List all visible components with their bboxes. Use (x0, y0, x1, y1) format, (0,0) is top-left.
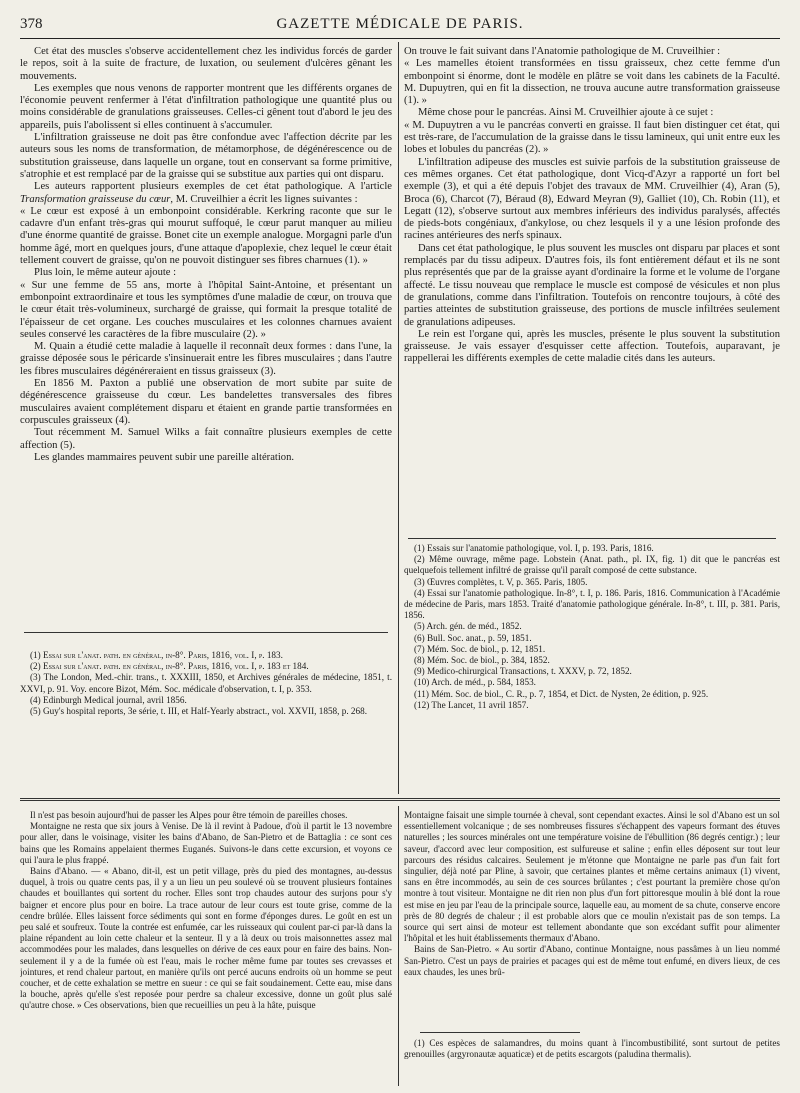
footnote: (6) Bull. Soc. anat., p. 59, 1851. (414, 632, 532, 643)
paragraph: Tout récemment M. Samuel Wilks a fait connaître plusieurs exemples de cette affection (5). (20, 427, 392, 451)
footnote: (3) Œuvres complètes, t. V, p. 365. Paris, 1805. (414, 576, 588, 587)
right-column (404, 46, 780, 534)
paragraph: Il n'est pas besoin aujourd'hui de passer les Alpes pour être témoin de pareilles choses. (30, 810, 348, 820)
paragraph: Les glandes mammaires peuvent subir une pareille altération. (34, 451, 295, 463)
paragraph: Montaigne ne resta que six jours à Venise. De là il revint à Padoue, d'où il partit le 13 novembre pour aller, dans le voisinage, visiter les bains d'Abano, de San-Pietro et de Battaglia : ce sont ces bains que les Romains appelaient thermes Euganés. Suivons-le dans cette excursion, et voyons ce qui l'aura le plus frappé. (20, 821, 392, 865)
article-title: Transformation graisseuse du cœur (20, 193, 171, 205)
right-footnotes (404, 543, 780, 793)
quotation: « Les mamelles étoient transformées en tissu graisseux, chez cette femme d'un embonpoint si énorme, dont le modèle en plâtre se voit dans les cabinets de la Faculté. M. Dupuytren, qui en fit la dissection, ne trouva aucune autre transformation graisseuse (1). » (404, 58, 780, 107)
footnote: (4) Essai sur l'anatomie pathologique. In-8°, t. I, p. 186. Paris, 1816. Communication à l'Académie de médecine de Paris, mars 1853. Traité d'anatomie pathologique générale. In-8°, t. III, p. 381. Paris, 1856. (404, 587, 780, 621)
paragraph: M. Quain a étudié cette maladie à laquelle il reconnaît deux formes : dans l'une, la graisse déposée sous le péricarde s'insinuerait entre les fibres musculaires ; dans l'autre les fibres musculaires dégénéreraient en tissus graisseux (3). (20, 341, 392, 377)
feuilleton-footnote (404, 1038, 780, 1086)
column-divider (398, 806, 399, 1086)
paragraph: Les exemples que nous venons de rapporter montrent que les différents organes de l'économie peuvent renfermer à l'état d'infiltration pathologique une quantité plus ou moins considérable de granulations graisseuses. Celles-ci gênent tout d'abord le jeu des appareils, puis l'abolissent si elles continuent à s'accumuler. (20, 82, 392, 131)
quotation: « M. Dupuytren a vu le pancréas converti en graisse. Il faut bien distinguer cet état, qui est très-rare, de l'accumulation de la graisse dans le tissu lamineux, qui unit entre eux les lobes et lobules du pancréas (2). » (404, 119, 780, 156)
feuilleton-left-column (20, 810, 392, 1086)
footnote: (2) Essai sur l'anat. path. en général, in-8°. Paris, 1816, vol. I, p. 183 et 184. (30, 661, 309, 672)
paragraph: En 1856 M. Paxton a publié une observation de mort subite par suite de dégénérescence graisseuse du cœur. Les bandelettes transversales des fibres musculaires avaient complétement disparu et étaient en grande partie transformées en corpuscules graisseux (4). (20, 378, 392, 426)
paragraph: L'infiltration graisseuse ne doit pas être confondue avec l'affection décrite par les auteurs sous les noms de transformation, de métamorphose, de dégénérescence ou de substitution graisseuse, dans laquelle un organe, tout en conservant sa forme primitive, s'atrophie et est remplacé par de la graisse qui se substitue aux parties qui ont disparu. (20, 132, 392, 180)
footnote: (1) Ces espèces de salamandres, du moins quant à l'incombustibilité, sont surtout de petites grenouilles (argyronautæ aquaticæ) et de petits escargots (paludina thermalis). (404, 1038, 780, 1060)
footnote-rule (408, 538, 776, 539)
page-number: 378 (20, 16, 43, 32)
feuilleton-right-column (404, 810, 780, 1024)
footnote: (2) Même ouvrage, même page. Lobstein (Anat. path., pl. IX, fig. 1) dit que le pancréas est quelquefois tellement infiltré de graisse qu'il paraît composé de cette substance. (404, 554, 780, 576)
left-footnotes (20, 650, 392, 790)
footnote: (12) The Lancet, 11 avril 1857. (414, 699, 529, 710)
paragraph: Dans cet état pathologique, le plus souvent les muscles ont disparu par places et sont remplacés par du tissu adipeux. D'autres fois, ils font entièrement défaut et ils ne sont plus représentés que par de la graisse ayant d'ordinaire la forme et le volume de l'organe affecté. Le tissu nouveau que remplace le muscle est composé de vésicules et non plus de granulations, comme dans l'infiltration. Toutefois on rencontre toujours, à côté des parties atteintes de substitution graisseuse, des portions de muscle infiltrées seulement de granulations adipeuses. (404, 242, 780, 328)
text-run: , M. Cruveilhier a écrit les lignes suivantes : (170, 193, 358, 205)
footnote-rule (420, 1032, 580, 1033)
feuilleton-separator (20, 798, 780, 801)
journal-title: GAZETTE MÉDICALE DE PARIS. (276, 16, 524, 32)
paragraph: Le rein est l'organe qui, après les muscles, présente le plus souvent la substitution graisseuse. Je vais essayer d'esquisser cette affection. Toutefois, auparavant, je rappellerai les différents exemples de cette maladie cités dans les auteurs. (404, 328, 780, 365)
footnote: (11) Mém. Soc. de biol., C. R., p. 7, 1854, et Dict. de Nysten, 2e édition, p. 925. (414, 688, 709, 699)
paragraph: Montaigne faisait une simple tournée à cheval, sont cependant exactes. Ainsi le sol d'Abano est un sol essentiellement volcanique ; de ses nombreuses fissures s'échappent des vapeurs formant des étuves naturelles ; les sources minérales ont une température voisine de l'ébullition (86 degrés centigr.) ; leur saveur, d'accord avec leur composition, est sulfureuse et saline ; enfin elles déposent sur tout leur parcours des résidus calcaires. Seulement je m'étonne que Montaigne ne parle pas d'un fait fort singulier, déjà noté par Pline, à savoir, que certaines plantes et même certains animaux (1) vivent, sans en être incommodés, au sein de ces sources brûlantes ; c'est pourtant la première chose qu'on montre à tout visiteur. Montaigne ne dit rien non plus d'un fort pittoresque moulin à blé dont la roue est mise en jeu par l'eau de la principale source, laquelle eau, au moment de sa chute, conserve encore près de 80 degrés de chaleur ; il est probable alors que ce moulin n'existait pas de son temps. La source qui sert ainsi de moteur est tellement abondante que son excédant suffit pour alimenter l'hôpital et les huit établissements thermaux d'Abano. (404, 810, 780, 944)
left-column (20, 46, 392, 626)
footnote: (5) Arch. gén. de méd., 1852. (414, 621, 522, 632)
footnote: (7) Mém. Soc. de biol., p. 12, 1851. (414, 643, 546, 654)
footnote: (4) Edinburgh Medical journal, avril 1856. (30, 694, 187, 705)
column-divider (398, 42, 399, 794)
quotation: « Le cœur est exposé à un embonpoint considérable. Kerkring raconte que sur le cadavre d'un enfant très-gras qui mourut suffoqué, le cœur parut manquer au milieu d'une énorme quantité de graisse. Bonet cite un exemple analogue. Morgagni parle d'un homme âgé, mort en quelques jours, d'une attaque d'apoplexie, chez lequel le cœur était tellement couvert de graisse, qu'on ne pouvoit distinguer ses fibres charnues (1). » (20, 205, 392, 267)
footnote: (1) Essais sur l'anatomie pathologique, vol. I, p. 193. Paris, 1816. (414, 543, 654, 553)
paragraph: L'infiltration adipeuse des muscles est suivie parfois de la substitution graisseuse de ces mêmes organes. Cet état pathologique, dont Vicq-d'Azyr a rapporté un fort bel exemple (3), et qui a été depuis l'objet des travaux de MM. Cruveilhier (4), Aran (5), Broca (6), Charcot (7), Béraud (8), Edward Meyran (9), Galliet (10), Ch. Robin (11), et Legatt (12), s'observe surtout aux membres inférieurs des individus paralysés, affectés de pieds-bots congéniaux, d'ankylose, ou chez lesquels il y a une lésion profonde des racines antérieures des nerfs spinaux. (404, 156, 780, 242)
footnote: (1) Essai sur l'anat. path. en général, in-8°. Paris, 1816, vol. I, p. 183. (30, 650, 283, 660)
paragraph: Bains d'Abano. — « Abano, dit-il, est un petit village, près du pied des montagnes, au-dessus duquel, à trois ou quatre cents pas, il y a un lieu un peu soulevé où se trouvent plusieurs fontaines chaudes et bouillantes qui sortent du rocher. Elles sont trop chaudes autour des surjons pour s'y baigner et encore plus pour en boire. La trace autour de leur cours est toute grise, comme de la cendre brûlée. Elles laissent force sédiments qui sont en forme d'éponges dures. Le goût en est un peu salé et soufreux. Toute la contrée est enfumée, car les ruisseaux qui coulent par-ci par-là dans la plaine répandent au loin cette chaleur et la senteur. Il y a là deux ou trois maisonnettes assez mal accommodées pour les malades, dans lesquelles on dérive de ces eaux pour en faire des bains. Non-seulement il y a de la fumée où est l'eau, mais le rocher même fume par toutes ses crevasses et jointures, et rend chaleur partout, en manière qu'ils ont percé aucuns endroits où un homme se peut coucher, et de cette exhalation se mettre en sueur : ce qui se fait soudainement. Cette eau, mise dans la bouche, après qu'elle s'est reposée pour perdre sa chaleur excessive, donne un goût plus salé qu'autre chose. » Ces observations, bien que recueillies un peu à la hâte, puisque (20, 866, 392, 1011)
paragraph: Plus loin, le même auteur ajoute : (34, 267, 177, 279)
footnote: (5) Guy's hospital reports, 3e série, t. III, et Half-Yearly abstract., vol. XXVII, 1858, p. 268. (30, 706, 368, 717)
paragraph: Bains de San-Pietro. « Au sortir d'Abano, continue Montaigne, nous passâmes à un lieu nommé San-Pietro. C'est un pays de prairies et pacages qui est de même tout enfumé, en divers lieux, de ces eaux chaudes, les unes brû- (404, 944, 780, 977)
footnote-rule (24, 632, 388, 633)
quotation: « Sur une femme de 55 ans, morte à l'hôpital Saint-Antoine, et présentant un embonpoint extraordinaire et tous les symptômes d'une maladie de cœur, on trouva que le cœur était très-volumineux, surchargé de graisse, qui formait la presque totalité de l'épaisseur de cet organe. Les couches musculaires et les colonnes charnues avaient seules conservé les caractères de la fibre musculaire (2). » (20, 279, 392, 340)
footnote: (10) Arch. de méd., p. 584, 1853. (414, 677, 536, 688)
footnote: (9) Medico-chirurgical Transactions, t. XXXV, p. 72, 1852. (414, 666, 632, 677)
footnote: (3) The London, Med.-chir. trans., t. XXXIII, 1850, et Archives générales de médecine, 1851, t. XXVI, p. 91. Voy. encore Bizot, Mém. Soc. médicale d'observation, t. I, p. 353. (20, 672, 392, 694)
paragraph (20, 181, 392, 206)
paragraph: On trouve le fait suivant dans l'Anatomie pathologique de M. Cruveilhier : (404, 46, 721, 57)
paragraph: Même chose pour le pancréas. Ainsi M. Cruveilhier ajoute à ce sujet : (418, 107, 714, 119)
paragraph: Cet état des muscles s'observe accidentellement chez les individus forcés de garder le repos, soit à la suite de fracture, de luxation, ou seulement d'ulcères gênant les mouvements. (20, 46, 392, 82)
page-header (20, 14, 780, 39)
footnote: (8) Mém. Soc. de biol., p. 384, 1852. (414, 655, 550, 666)
text-run: Les auteurs rapportent plusieurs exemples de cet état pathologique. A l'article (34, 181, 392, 193)
